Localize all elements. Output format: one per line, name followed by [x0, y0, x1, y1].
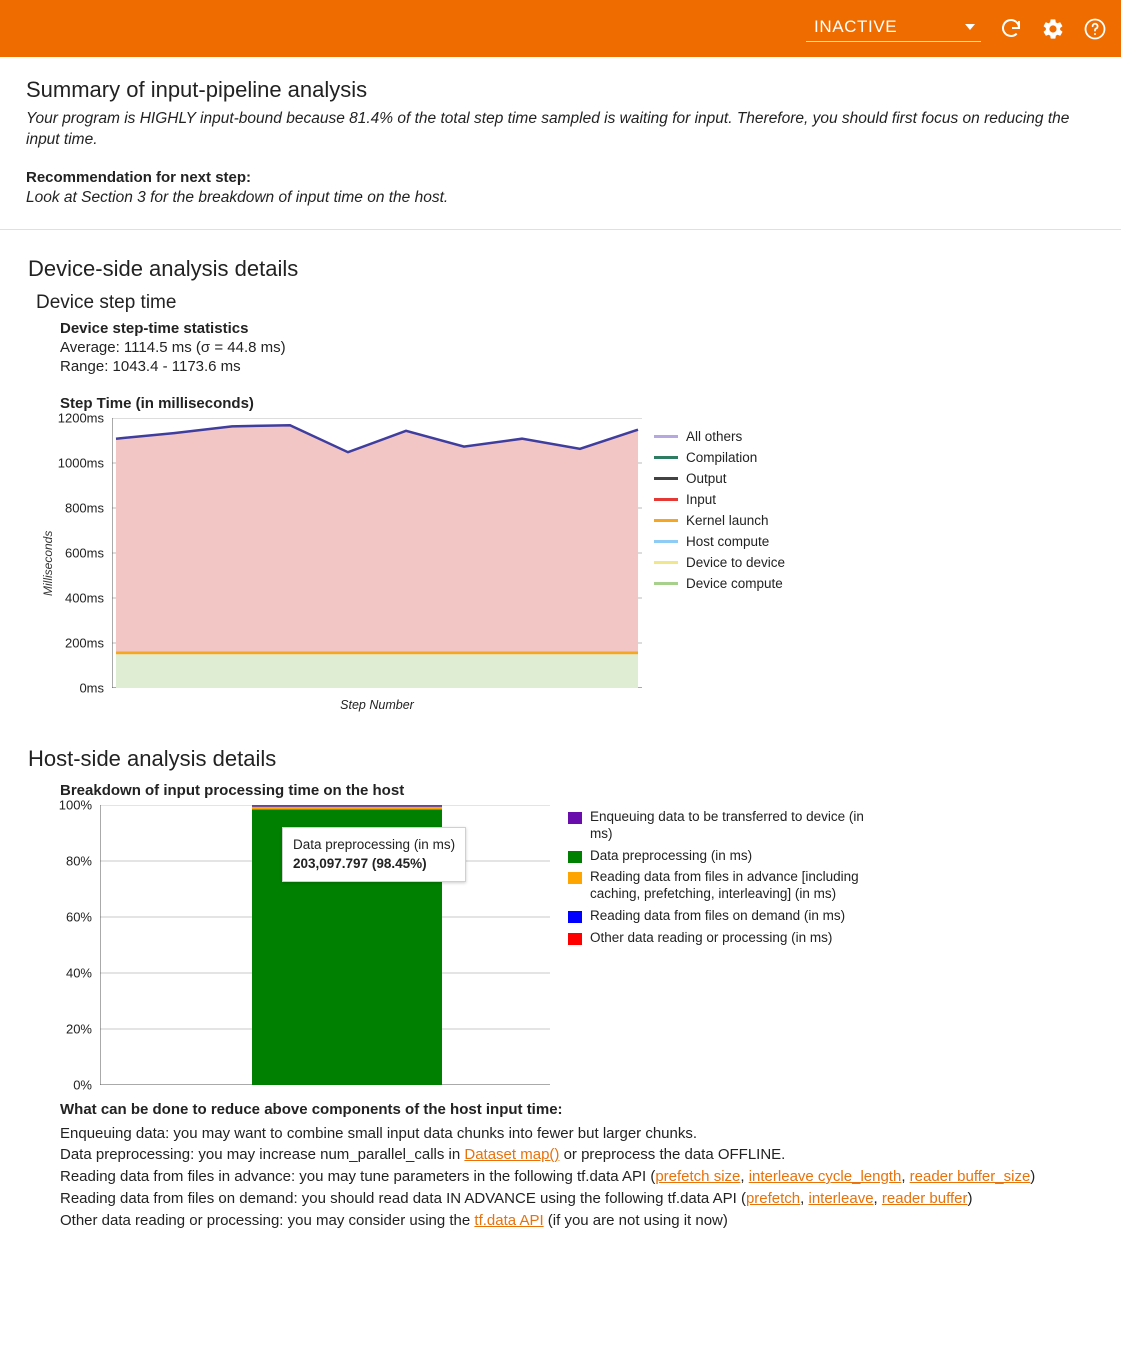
legend-swatch-icon — [654, 582, 678, 585]
legend-item[interactable] — [568, 869, 890, 903]
summary-panel — [0, 57, 1121, 230]
legend-item[interactable] — [568, 848, 890, 865]
step-time-chart-title: Step Time (in milliseconds) — [60, 394, 254, 412]
link-tf-data-api[interactable]: tf.data API — [474, 1211, 544, 1229]
legend-item[interactable] — [568, 930, 890, 947]
step-chart-y-tick: 400ms — [64, 590, 104, 606]
step-chart-y-tick: 600ms — [64, 545, 104, 561]
recommendation-title: Recommendation for next step: — [26, 168, 252, 186]
legend-swatch-icon — [654, 477, 678, 480]
summary-body: Your program is HIGHLY input-bound because 81.4% of the total step time sampled is waiting for input. Therefore, you should first focus on reducing the input time. — [26, 110, 1070, 148]
link-interleave[interactable]: interleave — [808, 1189, 874, 1207]
advice-line-enqueue — [60, 1123, 1095, 1145]
top-toolbar — [0, 0, 1121, 57]
advice-line-other — [60, 1210, 1095, 1232]
step-chart-x-axis-label: Step Number — [340, 697, 414, 712]
legend-item[interactable] — [568, 809, 890, 843]
legend-swatch-icon — [654, 498, 678, 501]
step-time-chart — [40, 410, 1095, 712]
run-selector[interactable] — [806, 15, 981, 42]
host-breakdown-chart — [26, 797, 1095, 1093]
advice-line-preprocessing — [60, 1144, 1095, 1166]
advice-text: , — [800, 1189, 809, 1207]
page-title: Summary of input-pipeline analysis — [26, 77, 368, 102]
advice-text: , — [740, 1168, 749, 1186]
host-chart-y-tick: 60% — [65, 909, 92, 925]
legend-swatch-icon — [568, 911, 582, 923]
host-advice — [60, 1099, 1095, 1232]
legend-swatch-icon — [654, 540, 678, 543]
legend-item[interactable] — [654, 468, 785, 489]
legend-label: Host compute — [686, 533, 770, 549]
host-side-section — [0, 746, 1121, 1232]
stats-title: Device step-time statistics — [60, 319, 249, 337]
run-selector-value: INACTIVE — [814, 17, 898, 36]
advice-text: , — [901, 1168, 910, 1186]
link-reader-buffer-size[interactable]: reader buffer_size — [909, 1168, 1031, 1186]
legend-item[interactable] — [654, 531, 785, 552]
advice-text: , — [873, 1189, 882, 1207]
host-chart-plot — [58, 797, 550, 1093]
advice-text: Reading data from files in advance: you may tune parameters in the following tf.data API ( — [60, 1168, 656, 1186]
legend-label: Input — [686, 491, 717, 507]
advice-text: (if you are not using it now) — [543, 1211, 728, 1229]
legend-swatch-icon — [654, 456, 678, 459]
link-interleave-cycle-length[interactable]: interleave cycle_length — [748, 1168, 902, 1186]
tooltip-value: 203,097.797 (98.45%) — [293, 856, 427, 872]
settings-gear-icon[interactable] — [1041, 17, 1065, 41]
stats-range: Range: 1043.4 - 1173.6 ms — [60, 358, 241, 376]
step-chart-plot — [57, 410, 642, 696]
device-step-time-statistics — [60, 320, 1095, 377]
host-chart-legend — [568, 805, 890, 1085]
link-prefetch-size[interactable]: prefetch size — [655, 1168, 741, 1186]
host-chart-y-tick: 0% — [73, 1077, 92, 1093]
legend-swatch-icon — [654, 435, 678, 438]
advice-text: or preprocess the data OFFLINE. — [559, 1146, 786, 1164]
step-chart-legend — [654, 418, 785, 712]
host-chart-tooltip — [282, 827, 466, 882]
link-dataset-map[interactable]: Dataset map() — [464, 1146, 560, 1164]
stats-average: Average: 1114.5 ms (σ = 44.8 ms) — [60, 338, 286, 356]
advice-title: What can be done to reduce above components of the host input time: — [60, 1100, 563, 1118]
legend-label: Output — [686, 470, 727, 486]
step-chart-y-axis-label: Milliseconds — [41, 530, 55, 596]
advice-text: Enqueuing data: you may want to combine small input data chunks into fewer but larger chunks. — [60, 1124, 698, 1142]
link-prefetch[interactable]: prefetch — [745, 1189, 801, 1207]
legend-swatch-icon — [568, 812, 582, 824]
legend-label: Data preprocessing (in ms) — [590, 847, 753, 863]
host-chart-y-tick: 100% — [58, 797, 92, 813]
legend-label: Kernel launch — [686, 512, 769, 528]
legend-label: Reading data from files in advance [including caching, prefetching, interleaving] (in ms) — [590, 869, 859, 902]
legend-item[interactable] — [654, 426, 785, 447]
step-chart-y-tick: 1000ms — [57, 455, 104, 471]
step-chart-y-tick: 800ms — [64, 500, 104, 516]
step-chart-y-tick: 1200ms — [57, 410, 104, 426]
host-chart-y-tick: 80% — [65, 853, 92, 869]
tooltip-label: Data preprocessing (in ms) — [293, 836, 456, 852]
advice-text: ) — [1030, 1168, 1036, 1186]
legend-swatch-icon — [568, 933, 582, 945]
legend-swatch-icon — [654, 519, 678, 522]
legend-label: Device compute — [686, 575, 783, 591]
legend-item[interactable] — [654, 510, 785, 531]
device-step-time-title: Device step time — [36, 291, 177, 313]
legend-label: Device to device — [686, 554, 786, 570]
device-side-section — [0, 256, 1121, 712]
legend-label: Reading data from files on demand (in ms) — [590, 908, 846, 924]
legend-label: Enqueuing data to be transferred to device (in ms) — [590, 808, 864, 841]
host-chart-y-tick: 40% — [65, 965, 92, 981]
legend-swatch-icon — [654, 561, 678, 564]
host-chart-title: Breakdown of input processing time on the host — [60, 781, 405, 799]
legend-item[interactable] — [654, 447, 785, 468]
legend-label: Compilation — [686, 449, 758, 465]
legend-item[interactable] — [654, 489, 785, 510]
legend-swatch-icon — [568, 872, 582, 884]
refresh-icon[interactable] — [999, 17, 1023, 41]
legend-label: All others — [686, 428, 743, 444]
recommendation-body: Look at Section 3 for the breakdown of input time on the host. — [26, 188, 449, 206]
legend-item[interactable] — [568, 908, 890, 925]
advice-text: Reading data from files on demand: you should read data IN ADVANCE using the following tf.data API ( — [60, 1189, 746, 1207]
legend-swatch-icon — [568, 851, 582, 863]
host-chart-y-tick: 20% — [65, 1021, 92, 1037]
step-chart-y-tick: 200ms — [64, 635, 104, 651]
advice-line-read-advance — [60, 1166, 1095, 1188]
host-section-title: Host-side analysis details — [28, 745, 277, 771]
device-section-title: Device-side analysis details — [28, 255, 299, 281]
advice-line-read-demand — [60, 1188, 1095, 1210]
step-chart-y-tick: 0ms — [79, 680, 104, 696]
legend-label: Other data reading or processing (in ms) — [590, 930, 833, 946]
legend-item[interactable] — [654, 552, 785, 573]
advice-text: ) — [967, 1189, 973, 1207]
legend-item[interactable] — [654, 573, 785, 594]
chevron-down-icon — [965, 24, 975, 30]
help-circle-icon[interactable] — [1083, 17, 1107, 41]
link-reader-buffer[interactable]: reader buffer — [881, 1189, 968, 1207]
advice-text: Other data reading or processing: you may consider using the — [60, 1211, 475, 1229]
advice-text: Data preprocessing: you may increase num_parallel_calls in — [60, 1146, 465, 1164]
